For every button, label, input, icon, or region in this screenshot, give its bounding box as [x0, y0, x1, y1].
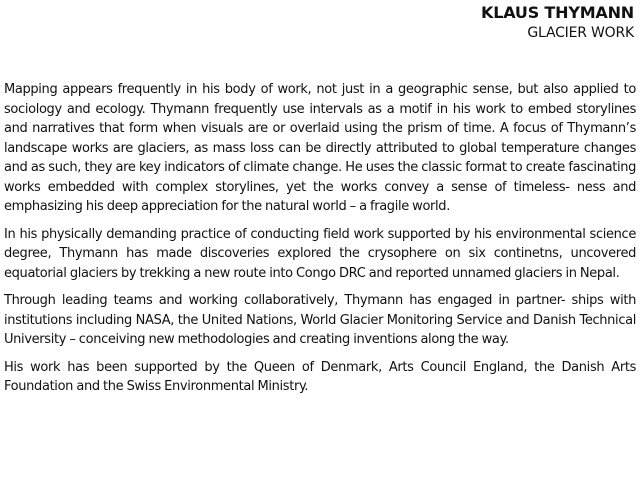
author-name: KLAUS THYMANN	[481, 3, 634, 22]
body-text	[4, 80, 636, 405]
page-header	[481, 3, 634, 43]
paragraph-field-work: In his physically demanding practice of conducting field work supported by his environmental science degree, Thymann has made discoveries explored the crysophere on six continetns, uncovered equatorial glaciers by trekking a new route into Congo DRC and reported unnamed glaciers in Nepal.	[4, 226, 636, 281]
paragraph-support: His work has been supported by the Queen of Denmark, Arts Council England, the Danish Arts Foundation and the Swiss Environmental Ministry.	[4, 359, 636, 394]
paragraph-mapping: Mapping appears frequently in his body of work, not just in a geographic sense, but also applied to sociology and ecology. Thymann frequently use intervals as a motif in his work to embed storylines and narratives that form when visuals are or overlaid using the prism of time. A focus of Thymann’s landscape works are glaciers, as mass loss can be directly attributed to global temperature changes and as such, they are key indicators of climate change. He uses the classic format to create fascinating works embedded with complex storylines, yet the works convey a sense of timeless- ness and emphasizing his deep appreciation for the natural world – a fragile world.	[4, 82, 636, 214]
paragraph-partnerships: Through leading teams and working collaboratively, Thymann has engaged in partner- ships with institutions including NASA, the United Nations, World Glacier Monitoring Service and Danish Technical University – conceiving new methodologies and creating inventions along the way.	[4, 293, 636, 347]
section-title: GLACIER WORK	[527, 25, 634, 41]
